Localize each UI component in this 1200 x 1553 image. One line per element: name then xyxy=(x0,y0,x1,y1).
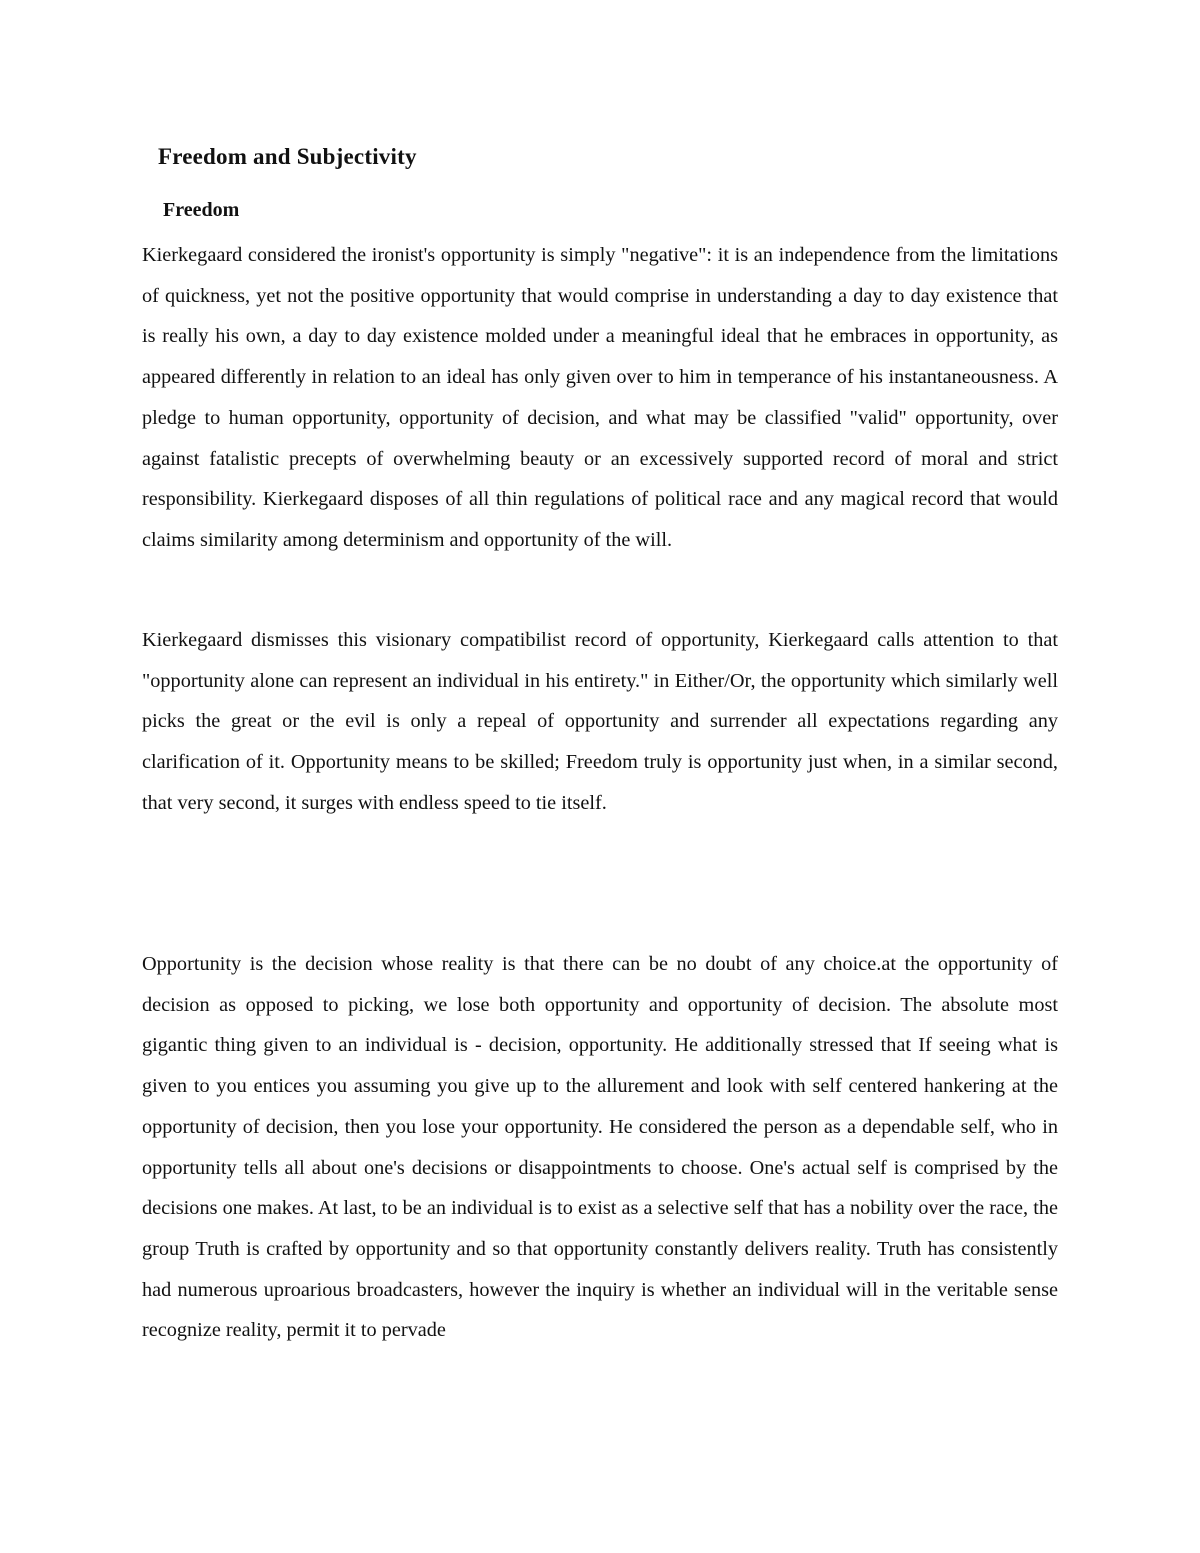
body-paragraph-3: Opportunity is the decision whose reality is that there can be no doubt of any choice.at the opportunity of decision as opposed to picking, we lose both opportunity and opportunity of decision. The absolute most gigantic thing given to an individual is - decision, opportunity. He additionally stressed that If seeing what is given to you entices you assuming you give up to the allurement and look with self centered hankering at the opportunity of decision, then you lose your opportunity. He considered the person as a dependable self, who in opportunity tells all about one's decisions or disappointments to choose. One's actual self is comprised by the decisions one makes. At last, to be an individual is to exist as a selective self that has a nobility over the race, the group Truth is crafted by opportunity and so that opportunity constantly delivers reality. Truth has consistently had numerous uproarious broadcasters, however the inquiry is whether an individual will in the veritable sense recognize reality, permit it to pervade xyxy=(142,953,1058,1342)
body-paragraph-2: Kierkegaard dismisses this visionary compatibilist record of opportunity, Kierkegaard calls attention to that "opportunity alone can represent an individual in his entirety." in Either/Or, the opportunity which similarly well picks the great or the evil is only a repeal of opportunity and surrender all expectations regarding any clarification of it. Opportunity means to be skilled; Freedom truly is opportunity just when, in a similar second, that very second, it surges with endless speed to tie itself. xyxy=(142,629,1058,814)
body-paragraph-1: Kierkegaard considered the ironist's opportunity is simply "negative": it is an independence from the limitations of quickness, yet not the positive opportunity that would comprise in understanding a day to day existence that is really his own, a day to day existence molded under a meaningful ideal that he embraces in opportunity, as appeared differently in relation to an ideal has only given over to him in temperance of his instantaneousness. A pledge to human opportunity, opportunity of decision, and what may be classified "valid" opportunity, over against fatalistic precepts of overwhelming beauty or an excessively supported record of moral and strict responsibility. Kierkegaard disposes of all thin regulations of political race and any magical record that would claims similarity among determinism and opportunity of the will. xyxy=(142,244,1058,551)
section-heading: Freedom xyxy=(163,199,240,221)
document-title: Freedom and Subjectivity xyxy=(158,144,417,169)
